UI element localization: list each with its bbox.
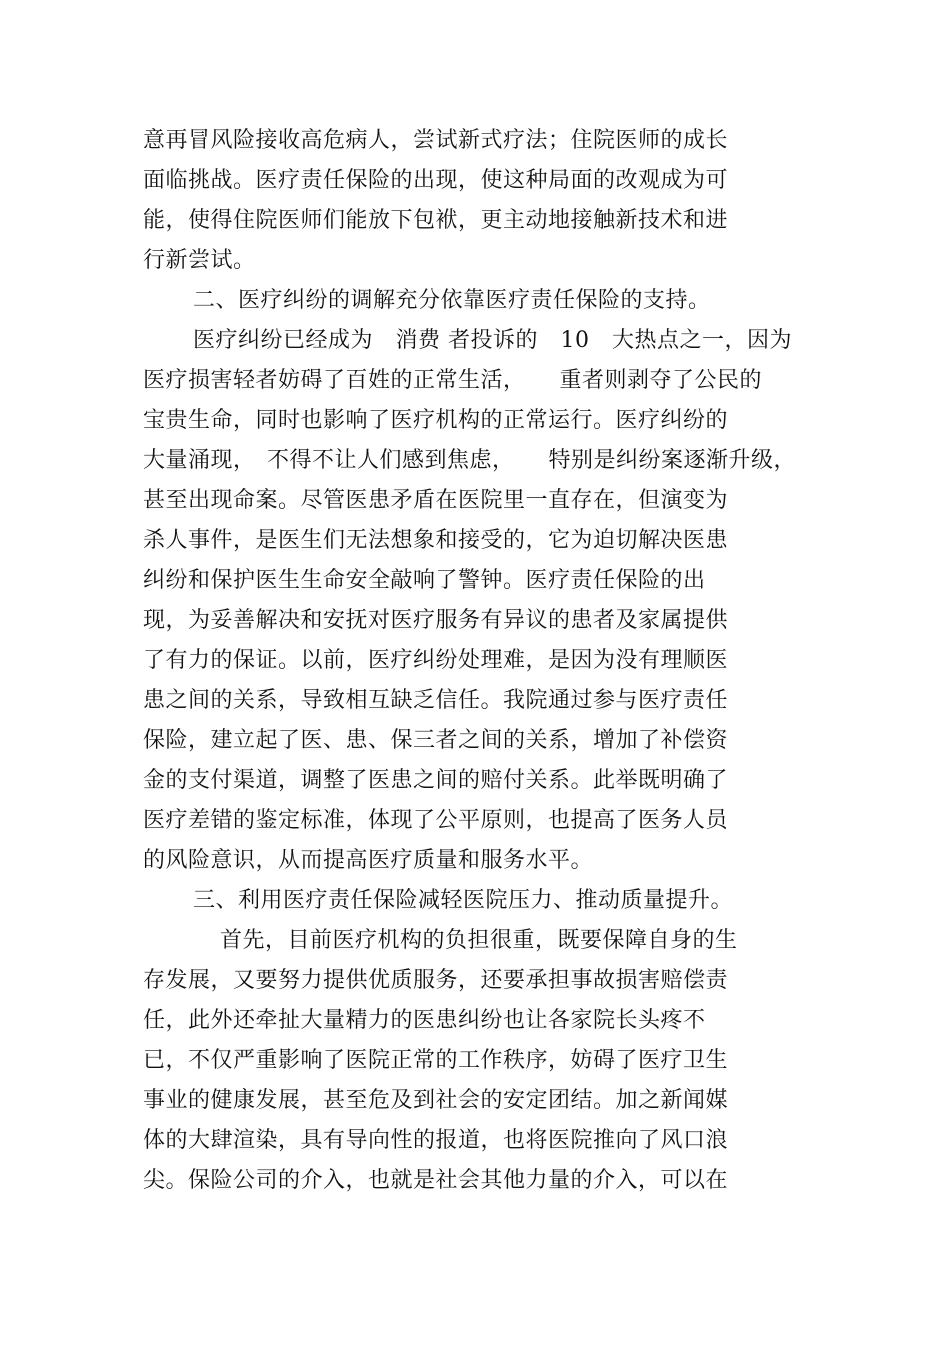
text-line: 任，此外还牵扯大量精力的医患纠纷也让各家院长头疼不 (143, 1008, 706, 1033)
text-line: 杀人事件，是医生们无法想象和接受的，它为迫切解决医患 (143, 528, 729, 553)
text-line: 存发展，又要努力提供优质服务，还要承担事故损害赔偿责 (143, 968, 729, 993)
text-line: 甚至出现命案。尽管医患矛盾在医院里一直存在，但演变为 (143, 488, 729, 513)
text-line: 意再冒风险接收高危病人，尝试新式疗法；住院医师的成长 (143, 128, 729, 153)
text-line: 现，为妥善解决和安抚对医疗服务有异议的患者及家属提供 (143, 608, 729, 633)
text-line: 的风险意识，从而提高医疗质量和服务水平。 (143, 848, 594, 873)
text-line: 尖。保险公司的介入，也就是社会其他力量的介入，可以在 (143, 1168, 729, 1193)
section-heading-3: 三、利用医疗责任保险减轻医院压力、推动质量提升。 (193, 888, 734, 913)
text-line: 体的大肆渲染，具有导向性的报道，也将医院推向了风口浪 (143, 1128, 729, 1153)
text-line: 金的支付渠道，调整了医患之间的赔付关系。此举既明确了 (143, 768, 729, 793)
text-line: 能，使得住院医师们能放下包袱，更主动地接触新技术和进 (143, 208, 729, 233)
text-line: 保险，建立起了医、患、保三者之间的关系，增加了补偿资 (143, 728, 729, 753)
text-line: 医疗损害轻者妨碍了百姓的正常生活， 重者则剥夺了公民的 (143, 368, 763, 393)
text-line: 行新尝试。 (143, 248, 256, 273)
text-line: 宝贵生命，同时也影响了医疗机构的正常运行。医疗纠纷的 (143, 408, 729, 433)
text-line: 已，不仅严重影响了医院正常的工作秩序，妨碍了医疗卫生 (143, 1048, 729, 1073)
text-line: 患之间的关系，导致相互缺乏信任。我院通过参与医疗责任 (143, 688, 729, 713)
text-line: 事业的健康发展，甚至危及到社会的安定团结。加之新闻媒 (143, 1088, 729, 1113)
text-line: 大量涌现， 不得不让人们感到焦虑， 特别是纠纷案逐渐升级， (143, 448, 797, 473)
text-line: 首先，目前医疗机构的负担很重，既要保障自身的生 (220, 928, 738, 953)
section-heading-2: 二、医疗纠纷的调解充分依靠医疗责任保险的支持。 (193, 288, 711, 313)
text-line: 纠纷和保护医生生命安全敲响了警钟。医疗责任保险的出 (143, 568, 706, 593)
text-line: 医疗纠纷已经成为 消费 者投诉的 10 大热点之一，因为 (193, 328, 792, 353)
text-line: 医疗差错的鉴定标准，体现了公平原则，也提高了医务人员 (143, 808, 729, 833)
text-line: 面临挑战。医疗责任保险的出现，使这种局面的改观成为可 (143, 168, 729, 193)
text-line: 了有力的保证。以前，医疗纠纷处理难，是因为没有理顺医 (143, 648, 729, 673)
